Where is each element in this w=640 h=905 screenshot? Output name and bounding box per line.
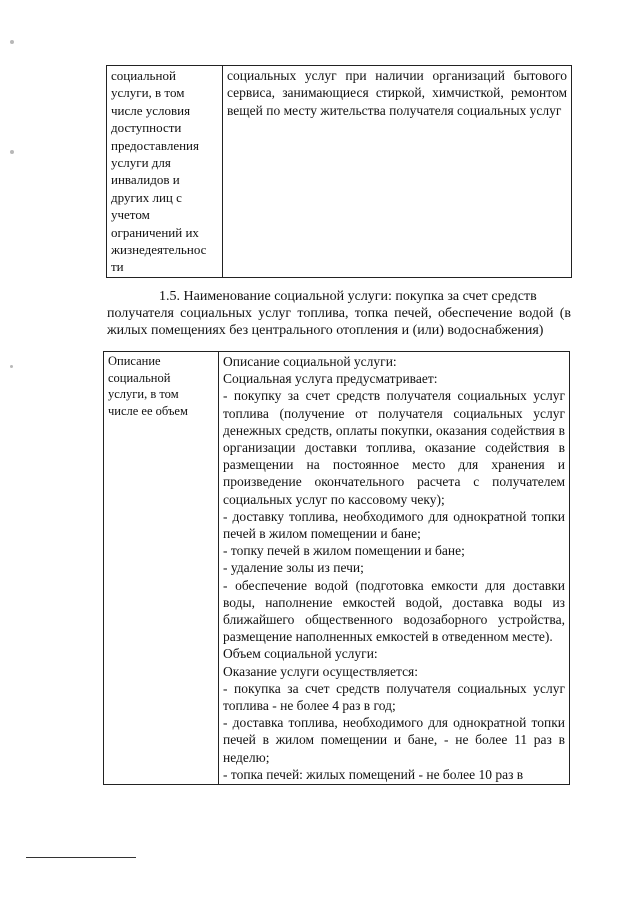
cell-line: услуги, в том: [108, 387, 179, 401]
section-heading-line1: 1.5. Наименование социальной услуги: покупка за счет средств: [159, 289, 537, 304]
cell-line: инвалидов и: [111, 172, 180, 188]
cell-line: социальной: [111, 68, 176, 83]
services-table-continued: [106, 65, 572, 278]
cell-line: ограничений их: [111, 224, 199, 240]
cell-paragraph: - покупка за счет средств получателя социальных услуг топлива - не более 4 раз в год;: [223, 680, 565, 714]
section-heading: [107, 288, 571, 339]
table-row: [107, 66, 572, 278]
row-label-cell: [107, 66, 223, 278]
cell-paragraph: Оказание услуги осуществляется:: [223, 663, 419, 679]
service-description-table: [103, 351, 570, 785]
cell-line: предоставления: [111, 137, 199, 153]
cell-paragraph: - покупку за счет средств получателя социальных услуг топлива (получение от получателя социальных услуг денежных средств, оплаты покупки, оказания содействия в организации доставки топлива, оказание содействия в размещении на постоянное место для хранения и произведение окончательного расчета с получателем социальных услуг по кассовому чеку);: [223, 388, 565, 507]
scan-speck: [10, 365, 13, 368]
row-label-cell: [104, 352, 219, 785]
cell-paragraph: - топка печей: жилых помещений - не более 10 раз в: [223, 766, 524, 782]
cell-line: числе условия: [111, 102, 191, 118]
section-heading-rest: получателя социальных услуг топлива, топка печей, обеспечение водой (в жилых помещениях без центрального отопления и (или) водоснабжения): [107, 306, 571, 338]
cell-paragraph: Социальная услуга предусматривает:: [223, 371, 438, 387]
cell-text: социальных услуг при наличии организаций бытового сервиса, занимающиеся стиркой, химчисткой, ремонтом вещей по месту жительства получателя социальных услуг: [227, 68, 567, 118]
cell-line: жизнедеятельнос: [111, 242, 207, 258]
cell-paragraph: Объем социальной услуги:: [223, 646, 378, 662]
table-row: [104, 352, 570, 785]
cell-line: учетом: [111, 207, 150, 223]
cell-paragraph: - удаление золы из печи;: [223, 560, 364, 576]
footnote-separator: [26, 857, 136, 858]
scan-speck: [10, 150, 14, 154]
row-content-cell: [223, 66, 572, 278]
cell-line: Описание: [108, 354, 161, 368]
scan-speck: [10, 40, 14, 44]
cell-line: числе ее объем: [108, 403, 188, 418]
cell-line: доступности: [111, 120, 182, 136]
row-content-cell: [219, 352, 570, 785]
cell-paragraph: - обеспечение водой (подготовка емкости для доставки воды, наполнение емкостей водой, доставка воды из ближайшего общественного водозаборного устройства, размещение наполненных емкостей в отведенном месте).: [223, 577, 565, 645]
cell-paragraph: Описание социальной услуги:: [223, 354, 397, 369]
cell-paragraph: - доставка топлива, необходимого для однократной топки печей в жилом помещении и бане, - не более 11 раз в неделю;: [223, 715, 565, 765]
cell-paragraph: - доставку топлива, необходимого для однократной топки печей в жилом помещении и бане;: [223, 508, 565, 542]
cell-line: ти: [111, 259, 124, 275]
cell-line: услуги для: [111, 155, 171, 171]
cell-line: услуги, в том: [111, 85, 185, 101]
cell-line: других лиц с: [111, 189, 182, 205]
cell-line: социальной: [108, 370, 171, 385]
cell-paragraph: - топку печей в жилом помещении и бане;: [223, 543, 465, 559]
